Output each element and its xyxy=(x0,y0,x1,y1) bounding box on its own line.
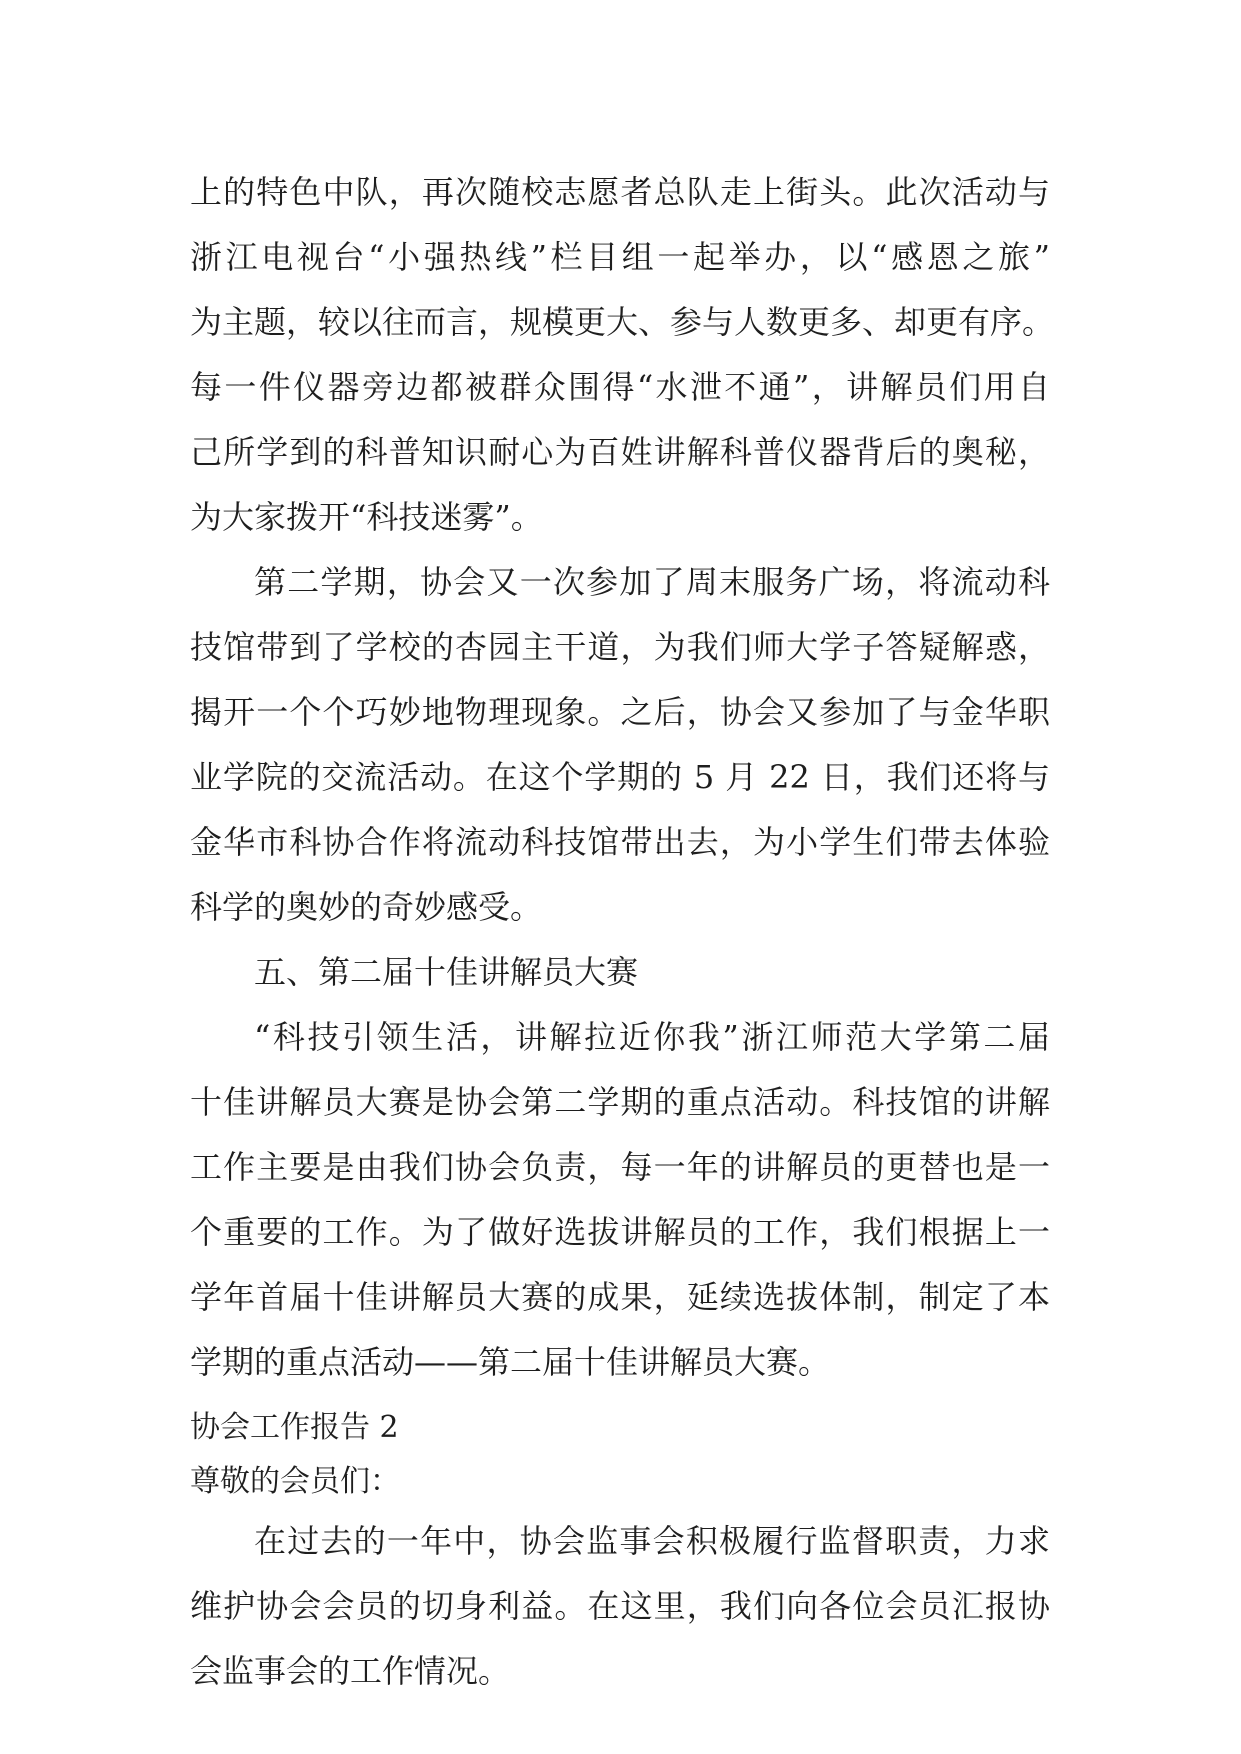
paragraph-line: 在过去的一年中，协会监事会积极履行监督职责，力求 xyxy=(254,1522,1050,1560)
document-body xyxy=(190,160,1055,1704)
paragraph-line: 浙江电视台“小强热线”栏目组一起举办，以“感恩之旅” xyxy=(190,238,1050,276)
paragraph-line: 学期的重点活动——第二届十佳讲解员大赛。 xyxy=(190,1343,831,1381)
salutation: 尊敬的会员们： xyxy=(190,1464,400,1499)
paragraph-line: 己所学到的科普知识耐心为百姓讲解科普仪器背后的奥秘， xyxy=(190,433,1050,471)
paragraph-line: 技馆带到了学校的杏园主干道，为我们师大学子答疑解惑， xyxy=(190,628,1050,666)
paragraph-line: 科学的奥妙的奇妙感受。 xyxy=(190,888,543,926)
paragraph-line: 上的特色中队，再次随校志愿者总队走上街头。此次活动与 xyxy=(190,173,1050,211)
paragraph-line: 工作主要是由我们协会负责，每一年的讲解员的更替也是一 xyxy=(190,1148,1050,1186)
report-title: 协会工作报告 2 xyxy=(190,1410,399,1445)
paragraph-line: 金华市科协合作将流动科技馆带出去，为小学生们带去体验 xyxy=(190,823,1050,861)
section-heading: 五、第二届十佳讲解员大赛 xyxy=(254,953,639,991)
paragraph-line: 学年首届十佳讲解员大赛的成果，延续选拔体制，制定了本 xyxy=(190,1278,1050,1316)
paragraph-line: “科技引领生活，讲解拉近你我”浙江师范大学第二届 xyxy=(254,1018,1050,1056)
paragraph-line: 十佳讲解员大赛是协会第二学期的重点活动。科技馆的讲解 xyxy=(190,1083,1050,1121)
paragraph-line: 维护协会会员的切身利益。在这里，我们向各位会员汇报协 xyxy=(190,1587,1050,1625)
paragraph-line: 为大家拨开“科技迷雾”。 xyxy=(190,498,543,536)
paragraph-line: 业学院的交流活动。在这个学期的 5 月 22 日，我们还将与 xyxy=(190,758,1050,796)
paragraph-line: 每一件仪器旁边都被群众围得“水泄不通”，讲解员们用自 xyxy=(190,368,1050,406)
paragraph-line: 为主题，较以往而言，规模更大、参与人数更多、却更有序。 xyxy=(190,303,1055,341)
paragraph-line: 第二学期，协会又一次参加了周末服务广场，将流动科 xyxy=(254,563,1050,601)
paragraph-line: 个重要的工作。为了做好选拔讲解员的工作，我们根据上一 xyxy=(190,1213,1050,1251)
paragraph-line: 会监事会的工作情况。 xyxy=(190,1652,511,1690)
paragraph-line: 揭开一个个巧妙地物理现象。之后，协会又参加了与金华职 xyxy=(190,693,1050,731)
